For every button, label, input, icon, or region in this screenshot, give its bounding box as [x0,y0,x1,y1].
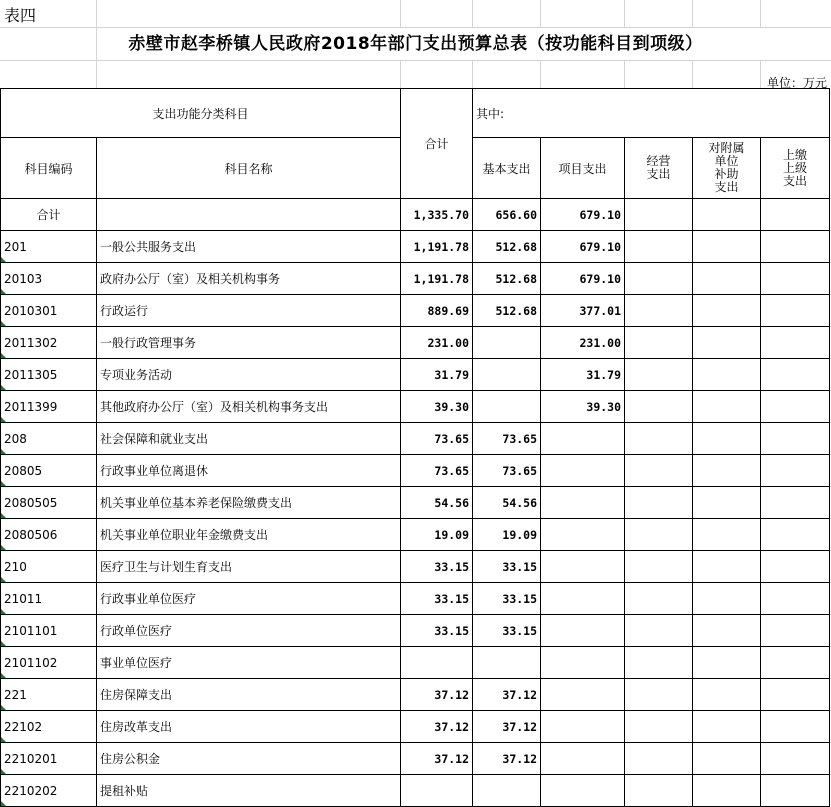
table-row [1,295,830,327]
cell-basic: 656.60 [473,199,541,231]
cell-name: 一般公共服务支出 [97,231,401,263]
cell-code: 2011305 [1,359,97,391]
cell-marker-icon [1,545,6,550]
cell-operating [625,487,693,519]
cell-operating [625,455,693,487]
header-of-which: 其中: [473,89,830,138]
cell-operating [625,423,693,455]
cell-total: 73.65 [401,455,473,487]
cell-operating [625,359,693,391]
cell-project [541,423,625,455]
sheet-label: 表四 [4,6,37,25]
cell-project: 31.79 [541,359,625,391]
cell-basic: 37.12 [473,743,541,775]
cell-total: 31.79 [401,359,473,391]
cell-subsidy [693,519,761,551]
cell-project: 679.10 [541,231,625,263]
table-row [1,263,830,295]
cell-code: 2011302 [1,327,97,359]
table-row [1,423,830,455]
cell-total: 33.15 [401,615,473,647]
cell-project [541,551,625,583]
cell-subsidy [693,487,761,519]
gridline [760,60,761,88]
cell-total: 37.12 [401,743,473,775]
cell-basic: 512.68 [473,295,541,327]
cell-marker-icon [1,321,6,326]
cell-subsidy [693,647,761,679]
gridline [0,60,831,61]
table-row [1,455,830,487]
cell-project [541,711,625,743]
cell-project [541,487,625,519]
cell-marker-icon [1,353,6,358]
cell-marker-icon [1,737,6,742]
gridline [624,0,625,27]
cell-remit [761,327,830,359]
cell-subsidy [693,263,761,295]
table-row [1,615,830,647]
cell-basic: 37.12 [473,679,541,711]
cell-subsidy [693,455,761,487]
cell-remit [761,679,830,711]
cell-basic [473,391,541,423]
cell-operating [625,583,693,615]
cell-code: 2101102 [1,647,97,679]
cell-basic: 33.15 [473,551,541,583]
cell-remit [761,295,830,327]
header-func-category: 支出功能分类科目 [1,89,401,138]
cell-basic: 19.09 [473,519,541,551]
cell-name: 行政事业单位离退休 [97,455,401,487]
cell-marker-icon [1,705,6,710]
gridline [472,0,473,27]
cell-subsidy [693,615,761,647]
cell-project [541,519,625,551]
cell-marker-icon [1,257,6,262]
gridline [400,0,401,27]
cell-name: 住房保障支出 [97,679,401,711]
cell-project [541,615,625,647]
cell-marker-icon [1,481,6,486]
unit-label: 单位：万元 [766,76,827,90]
cell-marker-icon [1,289,6,294]
cell-remit [761,263,830,295]
cell-total: 1,335.70 [401,199,473,231]
cell-total: 889.69 [401,295,473,327]
cell-code: 合计 [1,199,97,231]
table-row [1,647,830,679]
cell-operating [625,199,693,231]
cell-code: 21011 [1,583,97,615]
cell-project [541,455,625,487]
cell-name: 事业单位医疗 [97,647,401,679]
cell-code: 208 [1,423,97,455]
cell-subsidy [693,231,761,263]
table-header [1,89,830,199]
cell-basic: 73.65 [473,455,541,487]
cell-subsidy [693,327,761,359]
cell-name: 行政运行 [97,295,401,327]
cell-operating [625,327,693,359]
header-total: 合计 [401,89,473,199]
table-row [1,231,830,263]
cell-basic: 73.65 [473,423,541,455]
cell-operating [625,391,693,423]
cell-project: 377.01 [541,295,625,327]
table-row [1,743,830,775]
cell-remit [761,743,830,775]
cell-code: 20805 [1,455,97,487]
cell-operating [625,711,693,743]
cell-marker-icon [1,641,6,646]
cell-subsidy [693,199,761,231]
cell-operating [625,295,693,327]
cell-basic: 54.56 [473,487,541,519]
table-row [1,583,830,615]
cell-name: 行政单位医疗 [97,615,401,647]
gridline [400,60,401,88]
cell-name: 住房公积金 [97,743,401,775]
header-basic: 基本支出 [473,138,541,199]
cell-code: 2101101 [1,615,97,647]
cell-marker-icon [1,673,6,678]
cell-name: 行政事业单位医疗 [97,583,401,615]
cell-project [541,583,625,615]
cell-remit [761,231,830,263]
cell-marker-icon [1,513,6,518]
cell-code: 2011399 [1,391,97,423]
cell-remit [761,455,830,487]
cell-project [541,647,625,679]
gridline [540,60,541,88]
cell-name: 其他政府办公厅（室）及相关机构事务支出 [97,391,401,423]
cell-remit [761,711,830,743]
cell-operating [625,551,693,583]
header-subsidy: 对附属 单位 补助 支出 [693,138,761,199]
cell-subsidy [693,679,761,711]
cell-total: 73.65 [401,423,473,455]
cell-operating [625,743,693,775]
cell-code: 20103 [1,263,97,295]
cell-remit [761,551,830,583]
cell-project [541,743,625,775]
cell-operating [625,615,693,647]
cell-name: 提租补贴 [97,775,401,807]
table-row [1,551,830,583]
cell-code: 201 [1,231,97,263]
header-project: 项目支出 [541,138,625,199]
table-row [1,487,830,519]
header-code: 科目编码 [1,138,97,199]
cell-total: 54.56 [401,487,473,519]
gridline [692,60,693,88]
cell-total: 39.30 [401,391,473,423]
cell-marker-icon [1,769,6,774]
cell-code: 2210201 [1,743,97,775]
gridline [540,0,541,27]
cell-marker-icon [1,449,6,454]
cell-basic: 512.68 [473,231,541,263]
cell-basic: 512.68 [473,263,541,295]
cell-total: 231.00 [401,327,473,359]
table-row [1,519,830,551]
table-row [1,359,830,391]
cell-code: 2080505 [1,487,97,519]
header-remit: 上缴 上级 支出 [761,138,830,199]
table-row [1,327,830,359]
cell-name: 一般行政管理事务 [97,327,401,359]
cell-operating [625,679,693,711]
gridline [472,60,473,88]
cell-code: 2010301 [1,295,97,327]
cell-total: 33.15 [401,583,473,615]
cell-remit [761,359,830,391]
cell-code: 2080506 [1,519,97,551]
gridline [760,0,761,27]
cell-name: 社会保障和就业支出 [97,423,401,455]
cell-code: 22102 [1,711,97,743]
cell-name: 政府办公厅（室）及相关机构事务 [97,263,401,295]
cell-subsidy [693,711,761,743]
cell-subsidy [693,391,761,423]
cell-basic [473,647,541,679]
budget-table [0,88,830,807]
cell-marker-icon [1,609,6,614]
cell-project [541,679,625,711]
cell-basic [473,359,541,391]
cell-subsidy [693,423,761,455]
cell-total: 19.09 [401,519,473,551]
page-title: 赤壁市赵李桥镇人民政府2018年部门支出预算总表（按功能科目到项级） [128,34,703,54]
cell-operating [625,231,693,263]
cell-project: 679.10 [541,263,625,295]
cell-operating [625,647,693,679]
cell-basic: 37.12 [473,711,541,743]
cell-total: 37.12 [401,679,473,711]
table-row [1,679,830,711]
cell-remit [761,423,830,455]
cell-operating [625,519,693,551]
table-row [1,391,830,423]
table-row [1,711,830,743]
gridline [624,60,625,88]
cell-remit [761,519,830,551]
cell-total [401,647,473,679]
cell-remit [761,487,830,519]
cell-basic: 33.15 [473,615,541,647]
cell-code: 221 [1,679,97,711]
cell-name: 专项业务活动 [97,359,401,391]
cell-total: 37.12 [401,711,473,743]
table-row [1,199,830,231]
cell-basic [473,327,541,359]
table-body [1,199,830,807]
cell-code: 210 [1,551,97,583]
cell-subsidy [693,295,761,327]
cell-remit [761,391,830,423]
cell-marker-icon [1,577,6,582]
cell-subsidy [693,743,761,775]
cell-marker-icon [1,417,6,422]
cell-subsidy [693,359,761,391]
cell-total: 33.15 [401,551,473,583]
cell-total: 1,191.78 [401,263,473,295]
cell-name [97,199,401,231]
cell-project: 231.00 [541,327,625,359]
header-operating: 经营 支出 [625,138,693,199]
cell-remit [761,615,830,647]
cell-operating [625,263,693,295]
cell-subsidy [693,583,761,615]
gridline [692,0,693,27]
cell-name: 机关事业单位职业年金缴费支出 [97,519,401,551]
cell-marker-icon [1,385,6,390]
cell-subsidy [693,551,761,583]
cell-name: 机关事业单位基本养老保险缴费支出 [97,487,401,519]
cell-name: 住房改革支出 [97,711,401,743]
cell-project: 39.30 [541,391,625,423]
cell-remit [761,647,830,679]
cell-project: 679.10 [541,199,625,231]
cell-basic: 33.15 [473,583,541,615]
cell-remit [761,199,830,231]
cell-code: 2210202 [1,775,97,807]
cell-remit [761,583,830,615]
cell-name: 医疗卫生与计划生育支出 [97,551,401,583]
header-name: 科目名称 [97,138,401,199]
cell-total: 1,191.78 [401,231,473,263]
